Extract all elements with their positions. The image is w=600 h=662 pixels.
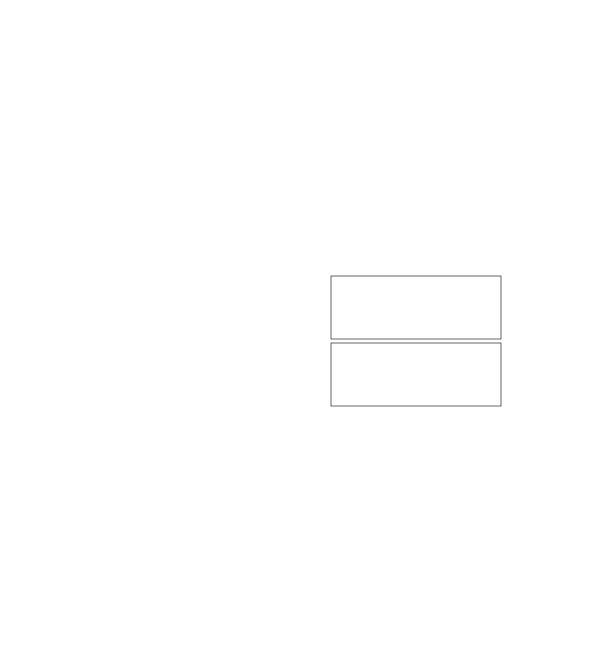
two-column-body (0, 270, 600, 662)
bottom-panel (331, 343, 501, 406)
figure-1-chart (309, 270, 509, 428)
top-panel (331, 276, 501, 339)
page-title (62, 62, 538, 79)
left-column (85, 270, 285, 662)
bottom-panel-frame (331, 343, 501, 406)
paper-page (0, 62, 600, 662)
figure-1 (309, 270, 509, 428)
top-panel-frame (331, 276, 501, 339)
introduction-heading (85, 284, 285, 296)
right-column (309, 270, 509, 662)
